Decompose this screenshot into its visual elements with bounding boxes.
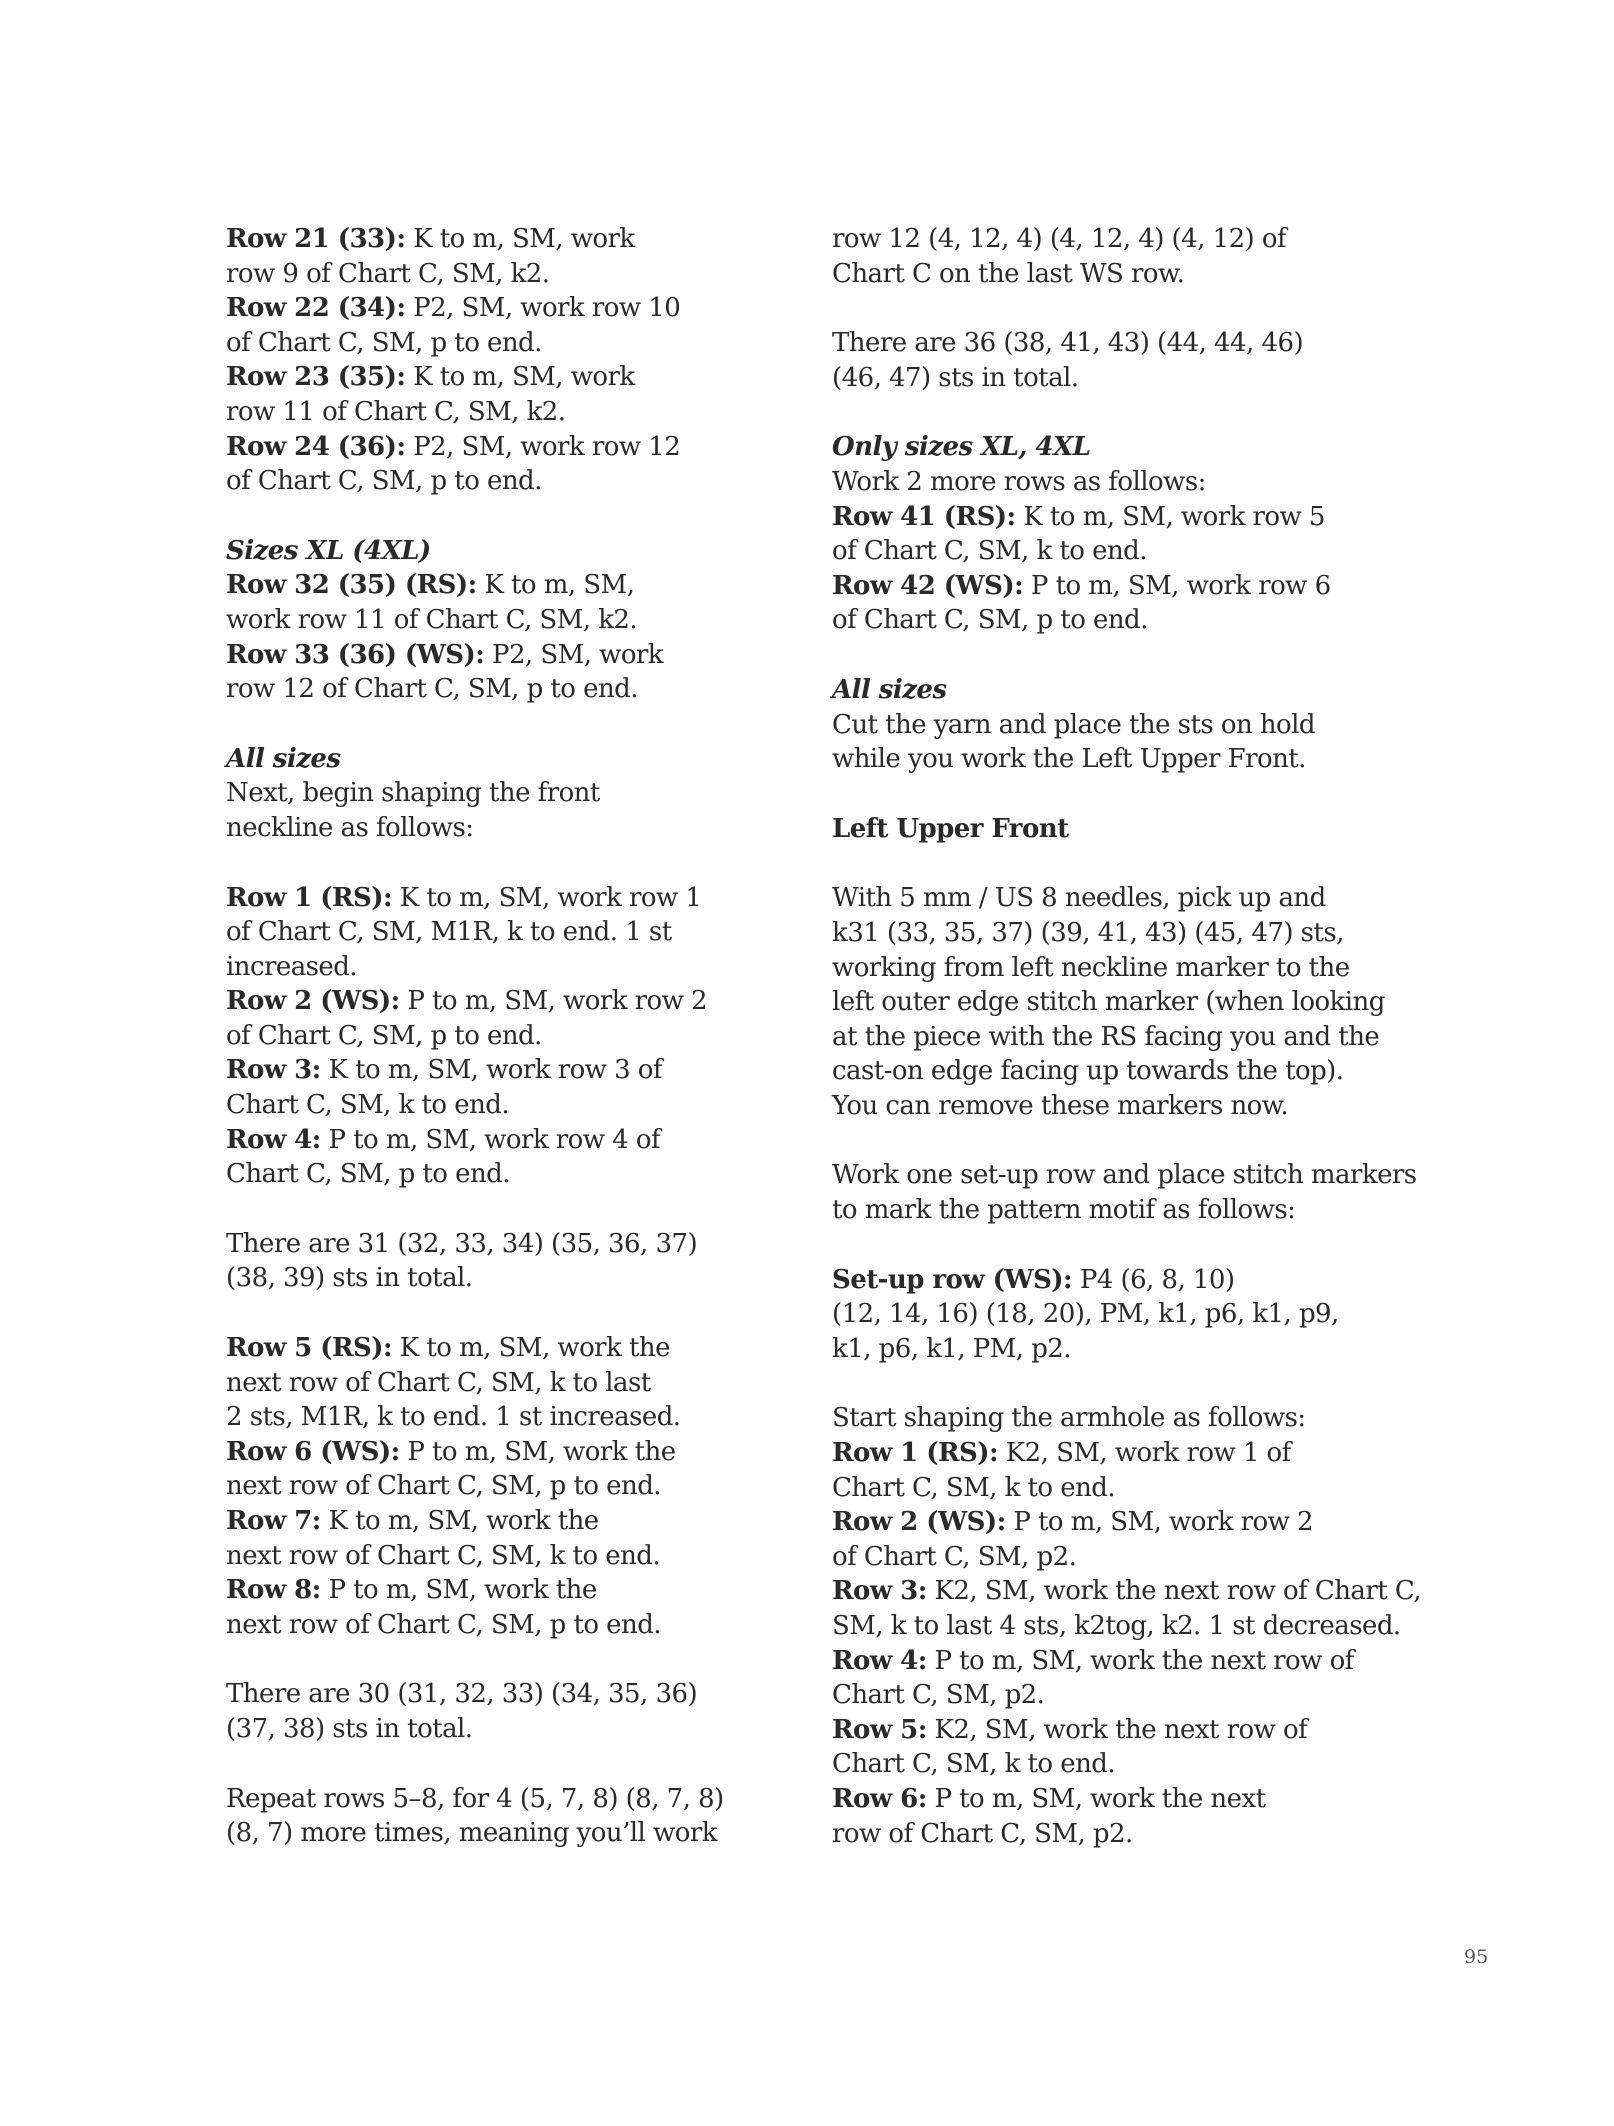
text-line [226, 1816, 786, 1851]
instruction-text: Chart C, SM, k to end. [226, 1090, 510, 1121]
text-line [832, 881, 1412, 916]
instruction-text: K to m, SM, work row 5 [1015, 501, 1325, 532]
row-label: Row 2 (WS): [226, 986, 400, 1017]
text-line [832, 1713, 1412, 1748]
row-label: Row 41 (RS): [832, 501, 1016, 532]
text-line [226, 222, 786, 257]
text-line [832, 1540, 1412, 1575]
instruction-text: of Chart C, SM, p to end. [832, 605, 1148, 636]
text-line [832, 1193, 1412, 1228]
instruction-text: Next, begin shaping the front [226, 778, 600, 809]
text-line [832, 1401, 1412, 1436]
instruction-text: Cut the yarn and place the sts on hold [832, 709, 1316, 740]
instruction-text: P to m, SM, work row 2 [1005, 1507, 1314, 1538]
instruction-text: Chart C on the last WS row. [832, 258, 1185, 289]
text-line [226, 638, 786, 673]
text-line [226, 1400, 786, 1435]
instruction-text: Start shaping the armhole as follows: [832, 1403, 1306, 1434]
text-block [832, 222, 1412, 291]
text-line [226, 1573, 786, 1608]
text-line [226, 1504, 786, 1539]
text-line [832, 257, 1412, 292]
page-number: 95 [1464, 1946, 1489, 1968]
text-line [832, 742, 1412, 777]
text-line [832, 1471, 1412, 1506]
text-line [832, 916, 1412, 951]
row-label: Row 7: [226, 1506, 321, 1536]
instruction-text: K2, SM, work row 1 of [998, 1438, 1291, 1469]
instruction-text: SM, k to last 4 sts, k2tog, k2. 1 st decreased. [832, 1611, 1401, 1641]
row-label: Row 22 (34): [226, 293, 406, 324]
instruction-text: working from left neckline marker to the [832, 952, 1350, 983]
instruction-text: to mark the pattern motif as follows: [832, 1195, 1296, 1226]
instruction-text: at the piece with the RS facing you and the [832, 1021, 1380, 1052]
section-heading: Left Upper Front [832, 813, 1069, 844]
instruction-text: K to m, SM, work the [392, 1333, 670, 1364]
instruction-text: Chart C, SM, p to end. [226, 1159, 510, 1190]
instruction-text: K to m, SM, work row 3 of [320, 1055, 662, 1086]
text-line [832, 603, 1412, 638]
text-line [832, 951, 1412, 986]
instruction-text: of Chart C, SM, M1R, k to end. 1 st [226, 917, 672, 948]
text-line [226, 811, 786, 846]
text-block [832, 1158, 1417, 1227]
text-line [226, 1088, 786, 1123]
text-block [832, 812, 1412, 847]
row-label: Row 3: [226, 1055, 321, 1086]
text-block [226, 1331, 786, 1642]
instruction-text: work row 11 of Chart C, SM, k2. [226, 604, 638, 635]
text-line [226, 1469, 786, 1504]
text-line [832, 1436, 1412, 1471]
text-line [226, 291, 786, 326]
text-line [832, 1574, 1421, 1609]
instruction-text: row 12 of Chart C, SM, p to end. [226, 674, 638, 705]
row-label: Set-up row (WS): [832, 1264, 1073, 1295]
text-line [226, 430, 786, 465]
instruction-text: (38, 39) sts in total. [226, 1263, 473, 1294]
instruction-text: k31 (33, 35, 37) (39, 41, 43) (45, 47) sts, [832, 917, 1344, 948]
instruction-text: Repeat rows 5–8, for 4 (5, 7, 8) (8, 7, 8) [226, 1783, 724, 1814]
text-block [226, 1227, 786, 1296]
text-line [832, 465, 1412, 500]
text-line [226, 1053, 786, 1088]
text-line [226, 1261, 786, 1296]
instruction-text: row 11 of Chart C, SM, k2. [226, 396, 566, 427]
instruction-text: left outer edge stitch marker (when looking [832, 987, 1385, 1018]
instruction-text: K to m, SM, work [405, 362, 635, 393]
text-line [226, 395, 786, 430]
instruction-text: (46, 47) sts in total. [832, 362, 1079, 393]
instruction-text: next row of Chart C, SM, p to end. [226, 1471, 662, 1502]
text-line [832, 1644, 1412, 1679]
text-line [226, 360, 786, 395]
right-column [832, 222, 1421, 1886]
instruction-text: P4 (6, 8, 10) [1072, 1264, 1235, 1295]
text-line [226, 776, 786, 811]
text-line [832, 500, 1412, 535]
instruction-text: P to m, SM, work the next [926, 1783, 1266, 1814]
instruction-text: neckline as follows: [226, 812, 474, 843]
instruction-text: You can remove these markers now. [832, 1090, 1289, 1121]
text-line [226, 1782, 786, 1817]
text-line [226, 1366, 786, 1401]
text-block [226, 881, 786, 1192]
instruction-text: K to m, SM, work [405, 224, 635, 254]
text-line [832, 1782, 1412, 1817]
text-line [226, 881, 786, 916]
instruction-text: 2 sts, M1R, k to end. 1 st increased. [226, 1402, 681, 1433]
row-label: Row 2 (WS): [832, 1507, 1006, 1538]
text-line [226, 257, 786, 292]
text-line [226, 672, 786, 707]
text-line [832, 985, 1412, 1020]
instruction-text: K2, SM, work the next row of Chart C, [926, 1576, 1421, 1607]
text-line [832, 222, 1412, 257]
row-label: Row 1 (RS): [832, 1438, 999, 1469]
instruction-text: Chart C, SM, k to end. [832, 1472, 1116, 1503]
row-label: Row 42 (WS): [832, 570, 1024, 601]
text-line [226, 1157, 786, 1192]
text-line [226, 603, 786, 638]
text-line [832, 1747, 1412, 1782]
text-line [226, 1712, 786, 1747]
row-label: Row 21 (33): [226, 224, 406, 254]
left-column [226, 222, 786, 1886]
text-line [226, 950, 786, 985]
text-block [832, 326, 1412, 395]
text-line [226, 1608, 786, 1643]
text-line [832, 569, 1412, 604]
text-line [832, 1332, 1412, 1367]
instruction-text: P to m, SM, work row 4 of [320, 1124, 661, 1155]
row-label: Row 4: [832, 1645, 927, 1676]
instruction-text: (37, 38) sts in total. [226, 1713, 473, 1744]
instruction-text: K to m, SM, work row 1 [392, 882, 702, 913]
instruction-text: (12, 14, 16) (18, 20), PM, k1, p6, k1, p9, [832, 1299, 1339, 1330]
instruction-text: row 12 (4, 12, 4) (4, 12, 4) (4, 12) of [832, 224, 1287, 254]
text-line [832, 1678, 1412, 1713]
text-line [226, 915, 786, 950]
text-line [226, 568, 786, 603]
instruction-text: K2, SM, work the next row of [926, 1714, 1308, 1745]
text-block [832, 1401, 1421, 1851]
instruction-text: P to m, SM, work the [320, 1575, 597, 1606]
subsection-heading: All sizes [832, 674, 947, 705]
instruction-text: of Chart C, SM, p to end. [226, 466, 542, 497]
subsection-heading: Only sizes XL, 4XL [832, 432, 1091, 463]
text-block [226, 1782, 786, 1851]
instruction-text: P to m, SM, work the next row of [926, 1645, 1354, 1676]
row-label: Row 8: [226, 1575, 321, 1606]
text-line [226, 534, 786, 569]
instruction-text: K to m, SM, [476, 570, 635, 601]
row-label: Row 5 (RS): [226, 1333, 393, 1364]
row-label: Row 1 (RS): [226, 882, 393, 913]
subsection-heading: All sizes [226, 743, 341, 774]
row-label: Row 23 (35): [226, 362, 406, 393]
instruction-text: P2, SM, work row 10 [405, 293, 681, 324]
instruction-text: There are 36 (38, 41, 43) (44, 44, 46) [832, 328, 1304, 359]
row-label: Row 6 (WS): [226, 1436, 400, 1467]
row-label: Row 5: [832, 1714, 927, 1745]
row-label: Row 3: [832, 1576, 927, 1607]
row-label: Row 4: [226, 1124, 321, 1155]
instruction-text: Chart C, SM, p2. [832, 1680, 1045, 1711]
text-line [832, 1263, 1412, 1298]
text-line [226, 1123, 786, 1158]
instruction-text: row 9 of Chart C, SM, k2. [226, 258, 550, 289]
row-label: Row 33 (36) (WS): [226, 639, 485, 670]
instruction-text: There are 30 (31, 32, 33) (34, 35, 36) [226, 1679, 698, 1710]
instruction-text: (8, 7) more times, meaning you’ll work [226, 1818, 717, 1849]
text-line [832, 1817, 1412, 1852]
text-block [832, 430, 1412, 638]
text-line [832, 1609, 1412, 1644]
text-line [226, 464, 786, 499]
text-line [832, 1158, 1417, 1193]
row-label: Row 24 (36): [226, 431, 406, 462]
instruction-text: of Chart C, SM, p to end. [226, 1020, 542, 1051]
instruction-text: next row of Chart C, SM, k to end. [226, 1540, 661, 1571]
text-block [832, 1263, 1412, 1367]
instruction-text: Work 2 more rows as follows: [832, 466, 1206, 497]
instruction-text: of Chart C, SM, k to end. [832, 536, 1147, 567]
instruction-text: of Chart C, SM, p to end. [226, 327, 542, 358]
text-line [226, 1539, 786, 1574]
text-line [832, 1020, 1412, 1055]
instruction-text: There are 31 (32, 33, 34) (35, 36, 37) [226, 1228, 698, 1259]
text-line [832, 326, 1412, 361]
instruction-text: P to m, SM, work the [399, 1436, 676, 1467]
instruction-text: row of Chart C, SM, p2. [832, 1818, 1133, 1849]
instruction-text: P2, SM, work [484, 639, 664, 670]
text-line [832, 1297, 1412, 1332]
instruction-text: while you work the Left Upper Front. [832, 744, 1306, 775]
text-line [832, 1054, 1412, 1089]
row-label: Row 6: [832, 1783, 927, 1814]
text-line [832, 361, 1412, 396]
instruction-text: P to m, SM, work row 6 [1023, 570, 1331, 601]
text-line [832, 812, 1412, 847]
text-line [226, 1331, 786, 1366]
text-line [226, 984, 786, 1019]
subsection-heading: Sizes XL (4XL) [226, 535, 431, 566]
instruction-text: k1, p6, k1, PM, p2. [832, 1333, 1072, 1364]
instruction-text: cast-on edge facing up towards the top). [832, 1056, 1344, 1087]
text-line [226, 1435, 786, 1470]
text-line [832, 1089, 1412, 1124]
instruction-text: of Chart C, SM, p2. [832, 1541, 1077, 1572]
instruction-text: K to m, SM, work the [320, 1506, 599, 1536]
text-line [832, 430, 1412, 465]
instruction-text: Work one set-up row and place stitch markers [832, 1160, 1417, 1191]
text-line [226, 326, 786, 361]
text-block [226, 1677, 786, 1746]
instruction-text: next row of Chart C, SM, p to end. [226, 1609, 662, 1640]
instruction-text: next row of Chart C, SM, k to last [226, 1367, 651, 1398]
instruction-text: Chart C, SM, k to end. [832, 1749, 1116, 1780]
instruction-text: increased. [226, 951, 358, 982]
instruction-text: With 5 mm / US 8 needles, pick up and [832, 883, 1326, 914]
text-line [832, 534, 1412, 569]
text-block [832, 673, 1412, 777]
row-label: Row 32 (35) (RS): [226, 570, 477, 601]
text-line [226, 1227, 786, 1262]
instruction-text: P2, SM, work row 12 [405, 431, 681, 462]
text-block [226, 742, 786, 846]
text-block [226, 534, 786, 707]
instruction-text: P to m, SM, work row 2 [399, 986, 708, 1017]
text-line [832, 673, 1412, 708]
text-line [226, 742, 786, 777]
text-line [832, 708, 1412, 743]
text-line [832, 1505, 1412, 1540]
text-block [832, 881, 1412, 1123]
text-line [226, 1677, 786, 1712]
text-line [226, 1019, 786, 1054]
text-block [226, 222, 786, 499]
